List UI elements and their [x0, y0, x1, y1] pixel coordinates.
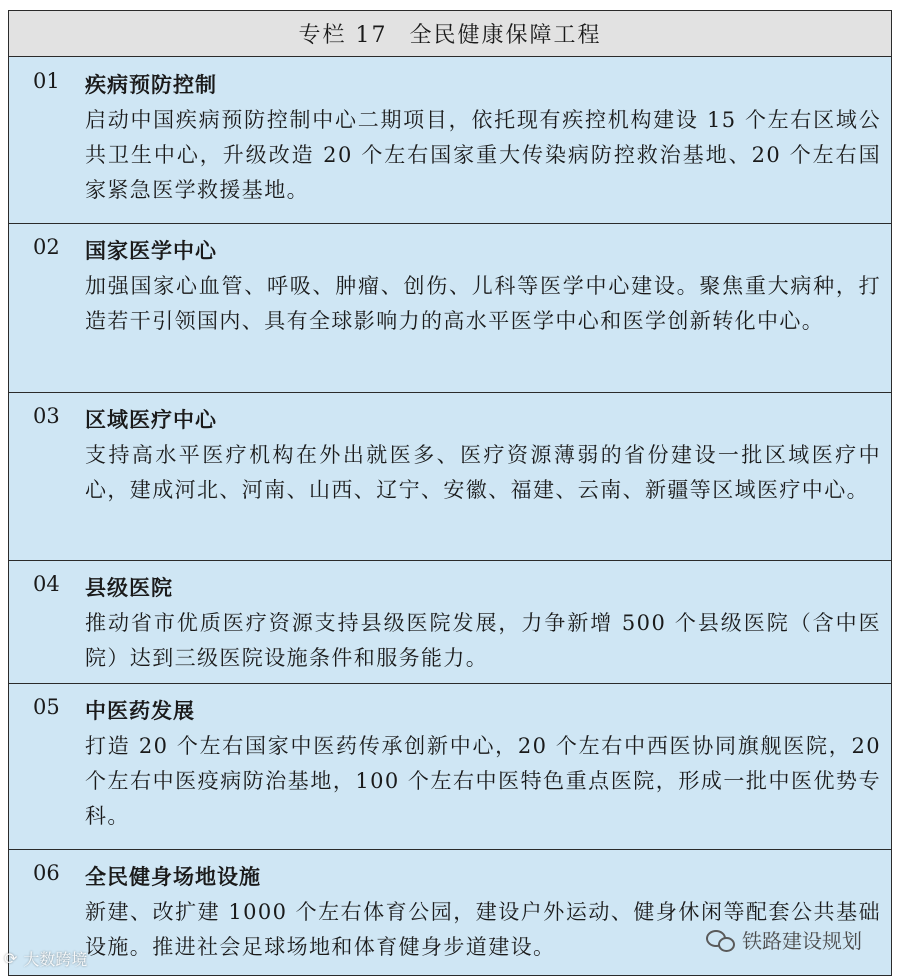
section-04 — [9, 560, 891, 684]
column-header — [9, 11, 891, 57]
column-label: 专栏 17 — [298, 23, 388, 48]
section-body: 启动中国疾病预防控制中心二期项目，依托现有疾控机构建设 15 个左右区域公共卫生中心，升级改造 20 个左右国家重大传染病防控救治基地、20 个左右国家紧急医学救援基地。 — [85, 108, 881, 202]
section-number: 02 — [33, 235, 60, 259]
section-number: 03 — [33, 404, 60, 428]
section-body: 打造 20 个左右国家中医药传承创新中心，20 个左右中西医协同旗舰医院，20 个左右中医疫病防治基地，100 个左右中医特色重点医院，形成一批中医优势专科。 — [85, 734, 881, 828]
section-number: 01 — [33, 69, 60, 93]
column-title: 全民健康保障工程 — [409, 23, 602, 48]
section-body: 支持高水平医疗机构在外出就医多、医疗资源薄弱的省份建设一批区域医疗中心，建成河北、河南、山西、辽宁、安徽、福建、云南、新疆等区域医疗中心。 — [85, 443, 881, 502]
section-title: 国家医学中心 — [85, 238, 217, 263]
watermark-left — [4, 947, 87, 970]
watermark-logo-icon: ⟳ — [4, 949, 18, 968]
section-01 — [9, 57, 891, 224]
watermark-right-text: 铁路建设规划 — [742, 929, 862, 953]
section-title: 中医药发展 — [85, 698, 195, 723]
section-05 — [9, 683, 891, 850]
section-body: 新建、改扩建 1000 个左右体育公园，建设户外运动、健身休闲等配套公共基础设施。推进社会足球场地和体育健身步道建设。 — [85, 900, 881, 959]
section-number: 06 — [33, 861, 60, 885]
section-number: 04 — [33, 572, 60, 596]
section-body: 推动省市优质医疗资源支持县级医院发展，力争新增 500 个县级医院（含中医院）达到三级医院设施条件和服务能力。 — [85, 611, 881, 670]
section-06 — [9, 849, 891, 975]
section-number: 05 — [33, 695, 60, 719]
section-title: 全民健身场地设施 — [85, 864, 261, 889]
watermark-left-text: 大数跨境 — [23, 950, 88, 969]
section-title: 区域医疗中心 — [85, 407, 217, 432]
section-body: 加强国家心血管、呼吸、肿瘤、创伤、儿科等医学中心建设。聚焦重大病种，打造若干引领国内、具有全球影响力的高水平医学中心和医学创新转化中心。 — [85, 274, 881, 333]
section-title: 县级医院 — [85, 575, 173, 600]
special-column-panel — [8, 10, 892, 976]
section-03 — [9, 392, 891, 561]
watermark-right — [706, 925, 862, 954]
section-02 — [9, 223, 891, 393]
section-title: 疾病预防控制 — [85, 72, 217, 97]
wechat-icon — [706, 928, 736, 952]
